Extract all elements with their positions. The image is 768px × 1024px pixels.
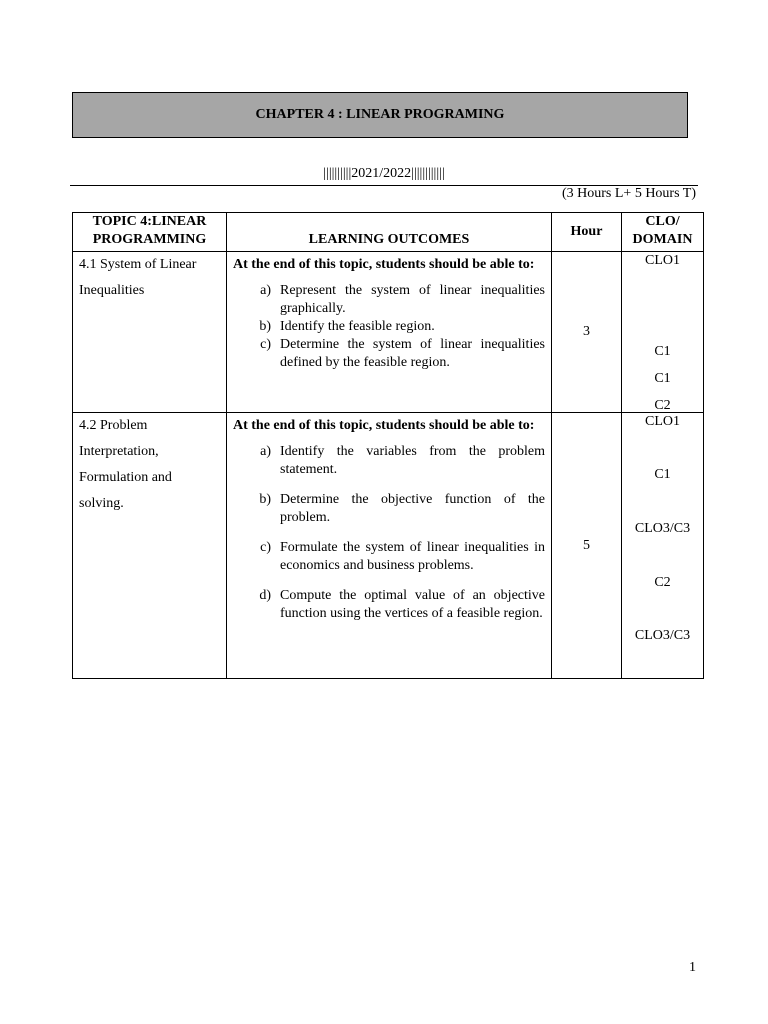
table-row — [73, 413, 704, 679]
header-topic: TOPIC 4:LINEAR PROGRAMMING — [73, 213, 227, 252]
item-text: Determine the system of linear inequalities defined by the feasible region. — [280, 337, 545, 370]
list-item — [233, 336, 545, 372]
item-label: a) — [260, 283, 271, 298]
page-number: 1 — [689, 960, 696, 975]
clo-value: C2 — [654, 398, 671, 413]
outcomes-cell — [227, 252, 552, 413]
academic-session: ||||||||||2021/2022|||||||||||| — [323, 166, 445, 181]
header-clo-domain: CLO/ DOMAIN — [622, 213, 704, 252]
outcomes-cell — [227, 413, 552, 679]
clo-cell — [622, 252, 704, 413]
topic-cell — [73, 413, 227, 679]
list-item — [233, 282, 545, 318]
item-text: Identify the variables from the problem statement. — [280, 444, 545, 477]
item-label: d) — [259, 588, 271, 603]
topic-cell — [73, 252, 227, 413]
hour-cell: 3 — [552, 252, 622, 413]
clo-value: C1 — [654, 467, 671, 482]
chapter-title — [72, 92, 688, 138]
clo-value: CLO3/C3 — [634, 521, 691, 536]
header-hour: Hour — [552, 213, 622, 252]
item-text: Identify the feasible region. — [280, 319, 435, 334]
topic-line: Inequalities — [79, 283, 145, 298]
clo-value: C1 — [654, 344, 671, 359]
table-row — [73, 252, 704, 413]
topic-line: solving. — [79, 496, 124, 511]
list-item — [233, 539, 545, 575]
item-text: Formulate the system of linear inequalities in economics and business problems. — [280, 540, 545, 573]
list-item — [233, 443, 545, 479]
topic-line: Formulation and — [79, 470, 172, 485]
item-label: c) — [260, 337, 271, 352]
item-text: Represent the system of linear inequalities graphically. — [280, 283, 545, 316]
item-text: Determine the objective function of the problem. — [280, 492, 545, 525]
item-label: b) — [259, 319, 271, 334]
item-text: Compute the optimal value of an objective function using the vertices of a feasible region. — [280, 588, 545, 621]
item-label: c) — [260, 540, 271, 555]
outcomes-intro: At the end of this topic, students should be able to: — [233, 257, 535, 272]
topic-line: 4.1 System of Linear — [79, 257, 197, 272]
hours-note: (3 Hours L+ 5 Hours T) — [561, 186, 696, 201]
clo-value: CLO1 — [645, 253, 680, 268]
item-label: b) — [259, 492, 271, 507]
hour-cell: 5 — [552, 413, 622, 679]
topic-line: 4.2 Problem — [79, 418, 148, 433]
list-item — [233, 491, 545, 527]
clo-value: CLO3/C3 — [634, 628, 691, 643]
topic-line: Interpretation, — [79, 444, 159, 459]
clo-value: C2 — [654, 575, 671, 590]
clo-value: CLO1 — [645, 414, 680, 429]
learning-outcomes-table — [72, 212, 704, 679]
clo-cell — [622, 413, 704, 679]
list-item — [233, 587, 545, 623]
outcomes-list — [233, 282, 545, 372]
list-item — [233, 318, 545, 336]
outcomes-list — [233, 443, 545, 623]
chapter-title-text: CHAPTER 4 : LINEAR PROGRAMING — [255, 107, 505, 122]
header-learning-outcomes: LEARNING OUTCOMES — [227, 213, 552, 252]
clo-value: C1 — [654, 371, 671, 386]
item-label: a) — [260, 444, 271, 459]
outcomes-intro: At the end of this topic, students should be able to: — [233, 418, 535, 433]
